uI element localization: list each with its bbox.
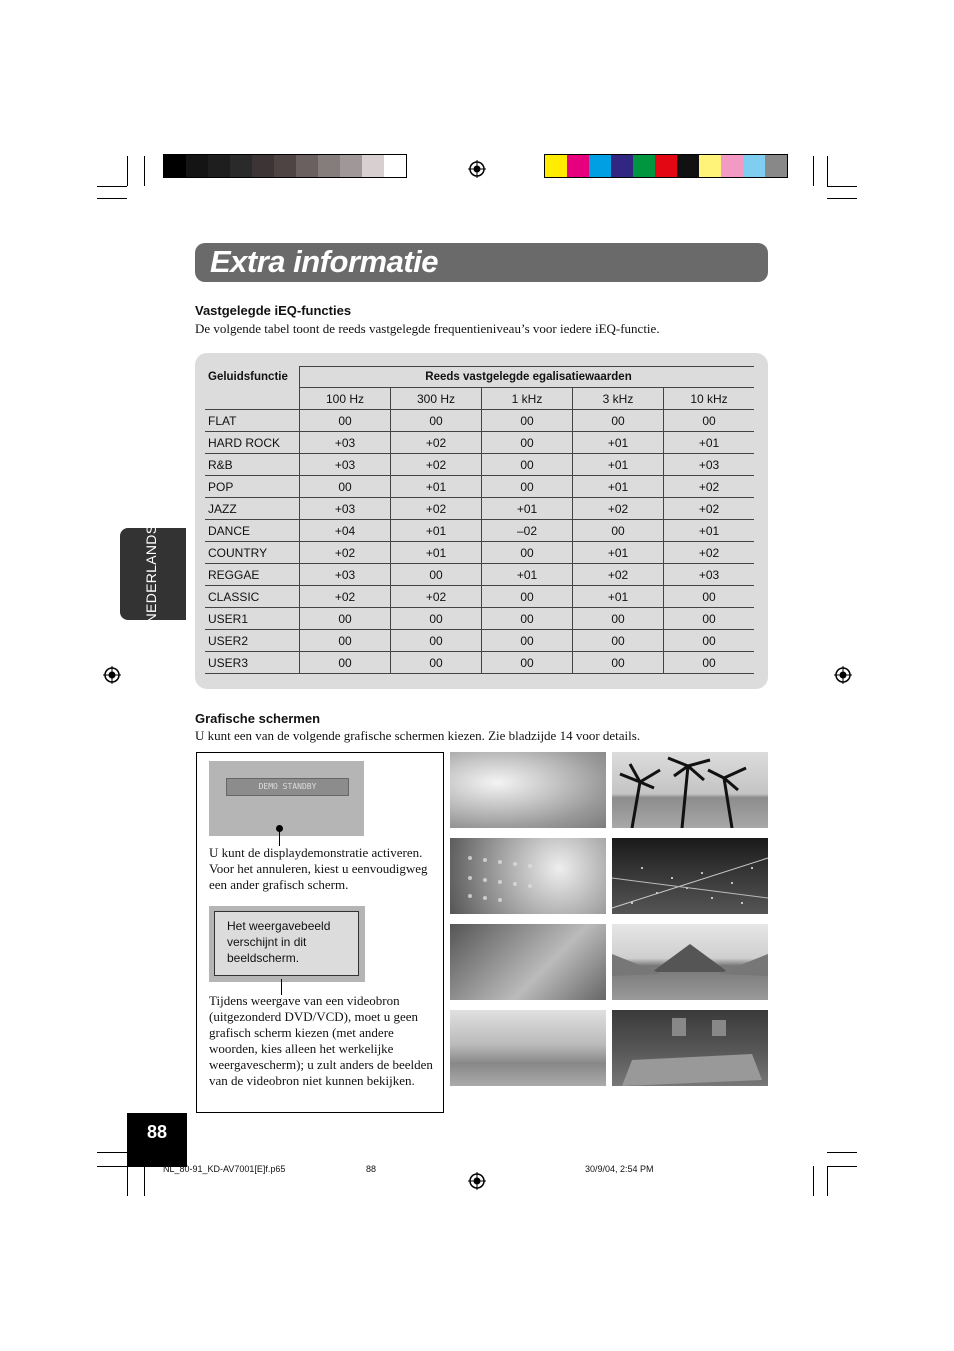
graphic-screen-palm-beach <box>612 752 768 828</box>
eq-value-cell: +02 <box>300 542 391 564</box>
eq-value-cell: 00 <box>664 586 755 608</box>
eq-value-cell: +01 <box>664 520 755 542</box>
table-row <box>205 520 754 542</box>
eq-value-cell: 00 <box>482 542 573 564</box>
section-heading-ieq: Vastgelegde iEQ-functies <box>195 303 352 318</box>
registration-mark-icon <box>834 666 852 684</box>
freq-header: 1 kHz <box>482 388 573 410</box>
graphic-screen-abstract-lines <box>450 924 606 1000</box>
page-title: Extra informatie <box>210 244 439 279</box>
eq-table <box>205 366 754 674</box>
eq-value-cell: 00 <box>573 410 664 432</box>
graphic-screen-light-dots <box>450 838 606 914</box>
section-heading-graphics: Grafische schermen <box>195 711 321 726</box>
eq-value-cell: +01 <box>573 542 664 564</box>
table-row <box>205 652 754 674</box>
sound-function-name: FLAT <box>205 410 300 432</box>
eq-value-cell: +04 <box>300 520 391 542</box>
eq-value-cell: 00 <box>664 410 755 432</box>
eq-value-cell: +01 <box>391 476 482 498</box>
eq-value-cell: +02 <box>573 498 664 520</box>
graphic-screen-flame <box>450 752 606 828</box>
eq-value-cell: 00 <box>573 630 664 652</box>
registration-mark-icon <box>468 160 486 178</box>
eq-value-cell: 00 <box>482 652 573 674</box>
color-swatch <box>296 155 318 177</box>
eq-value-cell: +01 <box>391 520 482 542</box>
section-intro-graphics: U kunt een van de volgende grafische schermen kiezen. Zie bladzijde 14 voor details. <box>195 728 641 743</box>
eq-value-cell: 00 <box>573 520 664 542</box>
color-swatch <box>362 155 384 177</box>
color-swatch <box>655 155 677 177</box>
color-swatch <box>567 155 589 177</box>
graphic-screen-city-night <box>612 838 768 914</box>
table-row <box>205 586 754 608</box>
section-intro-ieq: De volgende tabel toont de reeds vastgelegde frequentieniveau’s voor iedere iEQ-functie. <box>195 321 660 336</box>
eq-value-cell: 00 <box>300 476 391 498</box>
color-swatch <box>721 155 743 177</box>
eq-value-cell: 00 <box>300 608 391 630</box>
table-row <box>205 498 754 520</box>
eq-value-cell: +01 <box>482 564 573 586</box>
eq-value-cell: 00 <box>391 652 482 674</box>
eq-value-cell: +03 <box>300 564 391 586</box>
eq-value-cell: 00 <box>300 630 391 652</box>
color-swatch <box>340 155 362 177</box>
eq-value-cell: 00 <box>482 630 573 652</box>
group-header-eq-values: Reeds vastgelegde egalisatiewaarden <box>300 367 755 388</box>
eq-value-cell: +01 <box>482 498 573 520</box>
color-swatch <box>230 155 252 177</box>
eq-value-cell: +02 <box>664 542 755 564</box>
eq-value-cell: +02 <box>391 498 482 520</box>
sound-function-name: USER3 <box>205 652 300 674</box>
color-swatch <box>633 155 655 177</box>
eq-value-cell: +02 <box>664 476 755 498</box>
sound-function-name: USER2 <box>205 630 300 652</box>
table-row <box>205 410 754 432</box>
registration-mark-icon <box>103 666 121 684</box>
col-header-sound-function: Geluidsfunctie <box>208 371 288 383</box>
graphic-screen-studio <box>612 1010 768 1086</box>
sound-function-name: POP <box>205 476 300 498</box>
freq-header: 100 Hz <box>300 388 391 410</box>
eq-value-cell: +03 <box>300 498 391 520</box>
demo-description: U kunt de displaydemonstratie activeren. Voor het annuleren, kiest u eenvoudigweg een ander grafisch scherm. <box>209 845 428 892</box>
eq-value-cell: +03 <box>300 454 391 476</box>
eq-value-cell: 00 <box>391 410 482 432</box>
sound-function-name: REGGAE <box>205 564 300 586</box>
sound-function-name: JAZZ <box>205 498 300 520</box>
eq-value-cell: +02 <box>573 564 664 586</box>
color-swatch <box>765 155 787 177</box>
color-swatch <box>699 155 721 177</box>
eq-value-cell: +01 <box>573 454 664 476</box>
color-swatch <box>384 155 406 177</box>
eq-value-cell: +01 <box>573 432 664 454</box>
footer-date: 30/9/04, 2:54 PM <box>585 1164 654 1174</box>
color-swatch <box>252 155 274 177</box>
footer-page: 88 <box>366 1164 377 1174</box>
video-source-note: Tijdens weergave van een videobron (uitgezonderd DVD/VCD), moet u geen grafisch scherm kiezen (met andere woorden, kies alleen het werkelijke weergavescherm); u zult anders de beelden van de videobron niet kunnen bekijken. <box>209 993 433 1088</box>
color-swatch <box>186 155 208 177</box>
sound-function-name: R&B <box>205 454 300 476</box>
color-swatch <box>164 155 186 177</box>
eq-value-cell: +01 <box>391 542 482 564</box>
sound-function-name: CLASSIC <box>205 586 300 608</box>
eq-value-cell: 00 <box>482 608 573 630</box>
page-number: 88 <box>146 1122 168 1142</box>
eq-value-cell: +02 <box>391 432 482 454</box>
color-swatch <box>677 155 699 177</box>
sound-function-name: USER1 <box>205 608 300 630</box>
freq-header: 300 Hz <box>391 388 482 410</box>
color-swatch <box>589 155 611 177</box>
freq-header: 3 kHz <box>573 388 664 410</box>
eq-value-cell: –02 <box>482 520 573 542</box>
display-callout-frame <box>209 906 365 982</box>
table-row <box>205 564 754 586</box>
footer-filename: NL_80-91_KD-AV7001[E]f.p65 <box>163 1164 286 1174</box>
eq-value-cell: 00 <box>664 652 755 674</box>
color-swatch <box>208 155 230 177</box>
eq-value-cell: 00 <box>300 410 391 432</box>
display-callout-text: Het weergavebeeld verschijnt in dit beeldscherm. <box>214 911 359 976</box>
eq-value-cell: 00 <box>482 432 573 454</box>
eq-value-cell: +01 <box>664 432 755 454</box>
eq-value-cell: 00 <box>573 608 664 630</box>
gray-swatch-bar <box>163 154 407 178</box>
table-row <box>205 432 754 454</box>
sound-function-name: COUNTRY <box>205 542 300 564</box>
eq-value-cell: +02 <box>391 586 482 608</box>
eq-value-cell: +03 <box>664 564 755 586</box>
eq-value-cell: +03 <box>300 432 391 454</box>
demo-standby-label: DEMO STANDBY <box>226 778 349 796</box>
table-row <box>205 542 754 564</box>
eq-value-cell: 00 <box>482 410 573 432</box>
graphic-screen-sea-sky <box>450 1010 606 1086</box>
eq-value-cell: 00 <box>482 586 573 608</box>
demo-screen-image <box>209 761 364 836</box>
color-swatch <box>611 155 633 177</box>
eq-value-cell: 00 <box>391 630 482 652</box>
table-row <box>205 476 754 498</box>
eq-value-cell: 00 <box>573 652 664 674</box>
eq-value-cell: 00 <box>300 652 391 674</box>
eq-value-cell: 00 <box>391 608 482 630</box>
color-swatch <box>545 155 567 177</box>
eq-value-cell: 00 <box>482 454 573 476</box>
eq-value-cell: 00 <box>391 564 482 586</box>
eq-value-cell: +02 <box>391 454 482 476</box>
eq-value-cell: 00 <box>664 608 755 630</box>
eq-value-cell: +02 <box>664 498 755 520</box>
eq-value-cell: +02 <box>300 586 391 608</box>
registration-mark-icon <box>468 1172 486 1190</box>
eq-value-cell: +01 <box>573 476 664 498</box>
color-swatch <box>318 155 340 177</box>
language-tab-label: NEDERLANDS <box>143 524 159 624</box>
eq-value-cell: +03 <box>664 454 755 476</box>
table-row <box>205 630 754 652</box>
table-row <box>205 608 754 630</box>
color-swatch <box>274 155 296 177</box>
eq-value-cell: 00 <box>482 476 573 498</box>
color-swatch-bar <box>544 154 788 178</box>
table-row <box>205 454 754 476</box>
graphic-screen-mountain-road <box>612 924 768 1000</box>
sound-function-name: DANCE <box>205 520 300 542</box>
eq-value-cell: 00 <box>664 630 755 652</box>
sound-function-name: HARD ROCK <box>205 432 300 454</box>
callout-dot <box>276 825 283 832</box>
freq-header: 10 kHz <box>664 388 755 410</box>
eq-value-cell: +01 <box>573 586 664 608</box>
color-swatch <box>743 155 765 177</box>
